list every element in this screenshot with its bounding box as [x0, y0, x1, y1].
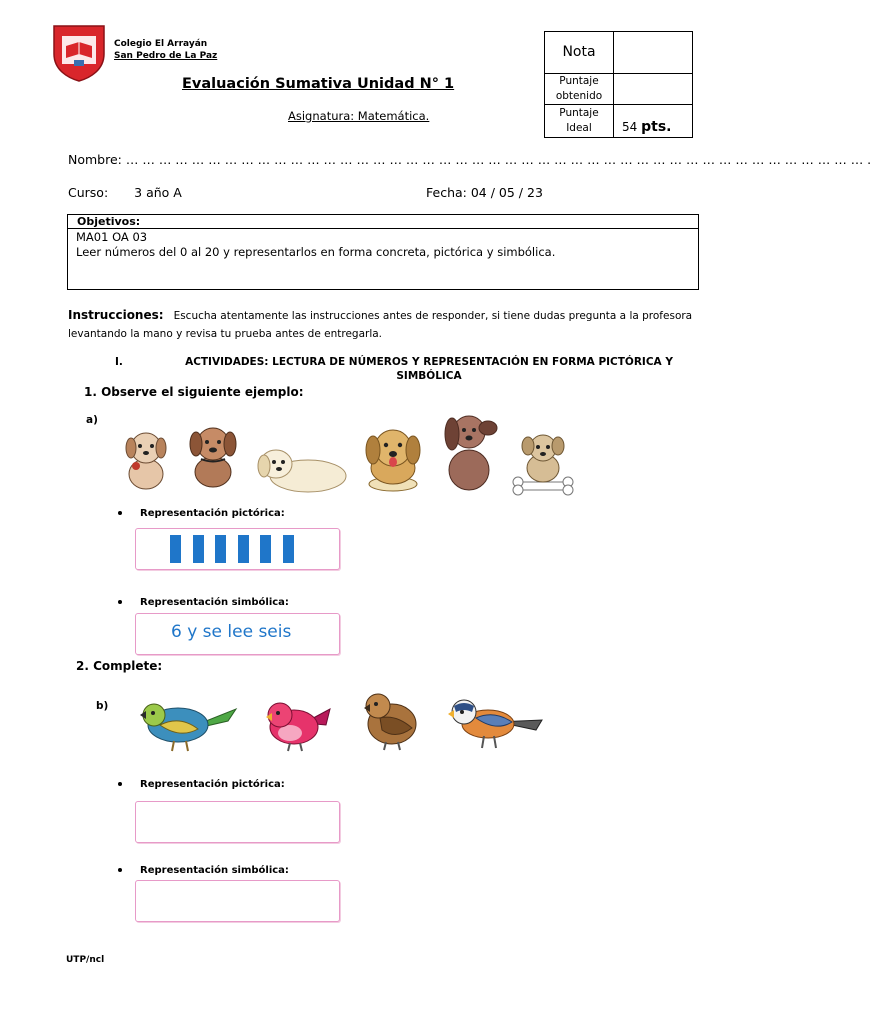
- footer-text: UTP/ncl: [66, 955, 105, 965]
- question1-title: 1. Observe el siguiente ejemplo:: [84, 385, 304, 399]
- question1-symbolic-answer-box: [135, 613, 340, 655]
- instructions-label: Instrucciones:: [68, 308, 164, 322]
- question2-symbolic-label-text: Representación simbólica:: [140, 865, 289, 876]
- objectives-box: [67, 214, 699, 290]
- fecha-label: Fecha:: [426, 185, 467, 200]
- grade-table: [544, 31, 693, 138]
- school-name-line2: San Pedro de La Paz: [114, 51, 218, 61]
- question1-letter: a): [86, 414, 98, 426]
- instructions-text: Escucha atentamente las instrucciones antes de responder, si tiene dudas pregunta a la profesora levantando la mano y revisa tu prueba antes de entregarla.: [68, 310, 693, 340]
- question1-pictorial-label: [118, 508, 285, 519]
- question2-pictorial-answer-box[interactable]: [135, 801, 340, 843]
- question1-symbolic-answer: 6 y se lee seis: [171, 622, 292, 642]
- bird-icon: [260, 695, 334, 753]
- school-crest-logo: [52, 24, 106, 82]
- bullet-icon: [118, 782, 122, 786]
- question1-symbolic-label: [118, 597, 289, 608]
- pictorial-bar: [170, 535, 181, 563]
- curso-field: [68, 185, 182, 200]
- question2-symbolic-label: [118, 865, 289, 876]
- pictorial-bar: [260, 535, 271, 563]
- curso-value: 3 año A: [134, 185, 182, 200]
- bird-icon: [442, 692, 544, 752]
- objectives-text: Leer números del 0 al 20 y representarlos en forma concreta, pictórica y simbólica.: [76, 245, 556, 259]
- dog-icon: [254, 440, 348, 494]
- puntaje-ideal-line2: Ideal: [566, 122, 592, 134]
- pictorial-bar: [238, 535, 249, 563]
- instructions: [68, 306, 698, 343]
- question2-letter: b): [96, 700, 109, 712]
- dog-icon: [185, 422, 241, 488]
- nota-label-cell: [545, 32, 614, 74]
- question2-symbolic-answer-box[interactable]: [135, 880, 340, 922]
- bird-icon: [136, 695, 242, 753]
- page-title: Evaluación Sumativa Unidad N° 1: [182, 76, 455, 92]
- puntaje-obtenido-line2: obtenido: [555, 90, 603, 102]
- fecha-field: [426, 185, 543, 200]
- puntaje-obtenido-label: [545, 74, 614, 105]
- fecha-value: 04 / 05 / 23: [470, 185, 543, 200]
- bullet-icon: [118, 600, 122, 604]
- puntaje-ideal-line1: Puntaje: [559, 107, 599, 119]
- dog-icon: [360, 424, 426, 492]
- dog-icon: [510, 430, 576, 496]
- bullet-icon: [118, 868, 122, 872]
- school-name-line1: Colegio El Arrayán: [114, 39, 208, 49]
- curso-label: Curso:: [68, 185, 109, 200]
- puntaje-ideal-label: [545, 105, 614, 138]
- puntaje-ideal-number: 54: [622, 120, 638, 134]
- question2-pictorial-label-text: Representación pictórica:: [140, 779, 285, 790]
- pictorial-bar: [215, 535, 226, 563]
- question1-pictorial-label-text: Representación pictórica:: [140, 508, 285, 519]
- subject-label: Asignatura: Matemática.: [288, 109, 430, 123]
- nombre-dots-line: … … … … … … … … … … … … … … … … … … … … … … … … … … … … … … … … … … … … … … … … … … … … … .: [125, 152, 871, 167]
- question2-pictorial-label: [118, 779, 285, 790]
- objectives-heading: Objetivos:: [68, 215, 698, 229]
- puntaje-ideal-value: [614, 105, 693, 138]
- bird-icon: [356, 688, 424, 752]
- pictorial-bar: [283, 535, 294, 563]
- puntaje-obtenido-value-cell[interactable]: [614, 74, 693, 105]
- question2-title: 2. Complete:: [76, 659, 163, 673]
- puntaje-ideal-unit: pts.: [641, 119, 672, 135]
- pictorial-bar: [193, 535, 204, 563]
- bullet-icon: [118, 511, 122, 515]
- nombre-label: Nombre:: [68, 152, 122, 167]
- section-title-text: ACTIVIDADES: LECTURA DE NÚMEROS Y REPRESENTACIÓN EN FORMA PICTÓRICA Y SIMBÓLICA: [185, 356, 673, 382]
- dog-icon: [120, 428, 172, 490]
- nombre-field[interactable]: [68, 152, 871, 167]
- objectives-code: MA01 OA 03: [76, 230, 148, 244]
- nota-label: Nota: [562, 43, 596, 60]
- puntaje-obtenido-line1: Puntaje: [559, 75, 599, 87]
- section-number: I.: [115, 356, 123, 368]
- nota-value-cell[interactable]: [614, 32, 693, 74]
- dog-icon: [440, 410, 498, 492]
- question1-pictorial-answer-box: [135, 528, 340, 570]
- school-name: [114, 38, 217, 62]
- question1-symbolic-label-text: Representación simbólica:: [140, 597, 289, 608]
